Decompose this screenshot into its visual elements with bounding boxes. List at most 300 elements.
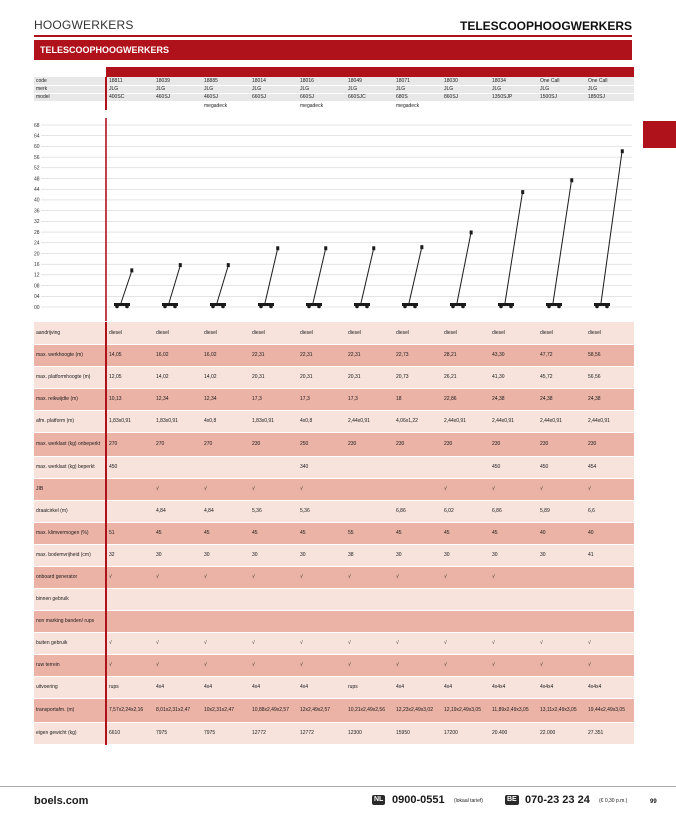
lift-wheel <box>403 305 407 309</box>
spec-value: rups <box>346 676 394 698</box>
spec-value: √ <box>202 654 250 676</box>
spec-label: max. werklast (kg) onbeperkt <box>34 432 106 456</box>
spec-value: √ <box>250 632 298 654</box>
y-tick-label: 16 <box>34 261 40 268</box>
spec-value: √ <box>346 566 394 588</box>
spec-value <box>154 456 202 478</box>
spec-value: 22,31 <box>346 344 394 366</box>
spec-value: 45 <box>202 522 250 544</box>
lift-platform <box>621 149 624 153</box>
spec-value <box>154 588 202 610</box>
spec-value <box>490 588 538 610</box>
machine-variant <box>442 101 490 110</box>
y-tick-label: 56 <box>34 154 40 161</box>
spec-value: 14,05 <box>106 344 154 366</box>
spec-value: 30 <box>298 544 346 566</box>
spec-value: √ <box>586 632 634 654</box>
spec-value: 2,44x0,91 <box>586 410 634 432</box>
spec-value: 30 <box>202 544 250 566</box>
spec-value: 47,72 <box>538 344 586 366</box>
machine-merk: JLG <box>106 85 154 93</box>
spec-row <box>34 676 634 698</box>
spec-value: 55 <box>346 522 394 544</box>
lift-platform <box>130 268 133 272</box>
lift-boom <box>313 250 325 303</box>
spec-value: 13,11x2,49x3,05 <box>538 698 586 722</box>
spec-value: 41,30 <box>490 366 538 388</box>
model-label: model <box>34 93 106 101</box>
spec-value: 18 <box>394 388 442 410</box>
spec-value: diesel <box>586 322 634 344</box>
spec-label: max. bodemvrijheid (cm) <box>34 544 106 566</box>
nl-phone[interactable]: 0900-0551 <box>392 794 445 806</box>
lift-platform <box>276 246 279 250</box>
spec-value: 43,30 <box>490 344 538 366</box>
machine-code: 18071 <box>394 77 442 85</box>
spec-value <box>586 588 634 610</box>
spec-value: 45 <box>154 522 202 544</box>
machine-header-table <box>34 67 634 110</box>
spec-label: max. werkhoogte (m) <box>34 344 106 366</box>
lift-platform <box>227 263 230 267</box>
spec-label: JIB <box>34 478 106 500</box>
spec-value <box>250 588 298 610</box>
lift-wheel <box>211 305 215 309</box>
spec-value: √ <box>298 632 346 654</box>
spec-value: 20,31 <box>298 366 346 388</box>
spec-value: diesel <box>202 322 250 344</box>
spec-row <box>34 544 634 566</box>
lift-platform <box>372 246 375 250</box>
spec-value: 4x4 <box>202 676 250 698</box>
spec-label: binnen gebruik <box>34 588 106 610</box>
category-title: TELESCOOPHOOGWERKERS <box>459 19 632 33</box>
spec-value: √ <box>490 654 538 676</box>
be-badge: BE <box>507 796 517 803</box>
spec-value <box>538 610 586 632</box>
table-top-cell <box>538 67 586 77</box>
spec-value <box>202 456 250 478</box>
spec-value: 6,86 <box>490 500 538 522</box>
machine-variant <box>250 101 298 110</box>
spec-value: 38 <box>346 544 394 566</box>
variant-label-spacer <box>34 101 106 110</box>
spec-value: 2,44x0,91 <box>538 410 586 432</box>
y-tick-label: 32 <box>34 219 40 226</box>
spec-row <box>34 478 634 500</box>
spec-row <box>34 344 634 366</box>
spec-value: √ <box>202 478 250 500</box>
spec-value: 6,6 <box>586 500 634 522</box>
spec-value: 250 <box>298 432 346 456</box>
footer-rule <box>0 786 676 787</box>
spec-value <box>586 610 634 632</box>
spec-value: √ <box>586 478 634 500</box>
lift-platform <box>470 230 473 234</box>
machine-code: One Call <box>538 77 586 85</box>
spec-value: 45 <box>394 522 442 544</box>
spec-value: 230 <box>538 432 586 456</box>
table-top-cell <box>250 67 298 77</box>
spec-value: 270 <box>154 432 202 456</box>
table-top-cell <box>202 67 250 77</box>
spec-label: transportafm. (m) <box>34 698 106 722</box>
spec-value: 16,02 <box>202 344 250 366</box>
machine-code: 18811 <box>106 77 154 85</box>
spec-value: √ <box>298 566 346 588</box>
y-tick-label: 36 <box>34 208 40 215</box>
spec-value: √ <box>538 654 586 676</box>
lift-wheel <box>355 305 359 309</box>
y-tick-label: 64 <box>34 133 40 140</box>
spec-value: √ <box>490 478 538 500</box>
spec-value: 4,84 <box>154 500 202 522</box>
y-tick-label: 28 <box>34 229 40 236</box>
spec-value <box>394 478 442 500</box>
lift-silhouette <box>306 246 327 308</box>
spec-value: 2,44x0,91 <box>346 410 394 432</box>
spec-label: max. klimvermogen (%) <box>34 522 106 544</box>
machine-code: One Call <box>586 77 634 85</box>
machine-variant <box>346 101 394 110</box>
spec-value: 270 <box>106 432 154 456</box>
lift-wheel <box>499 305 503 309</box>
spec-value: 17,3 <box>250 388 298 410</box>
lift-silhouette <box>450 230 473 308</box>
spec-row <box>34 588 634 610</box>
machine-merk: JLG <box>538 85 586 93</box>
spec-label: afm. platform (m) <box>34 410 106 432</box>
spec-row <box>34 610 634 632</box>
spec-value: 7,57x2,24x2,16 <box>106 698 154 722</box>
spec-label: uitvoering <box>34 676 106 698</box>
spec-value <box>442 456 490 478</box>
spec-value: 12,05 <box>106 366 154 388</box>
spec-label: max. werklast (kg) beperkt <box>34 456 106 478</box>
be-phone[interactable]: 070-23 23 24 <box>525 794 590 806</box>
code-label: code <box>34 77 106 85</box>
spec-value: diesel <box>298 322 346 344</box>
machine-code: 18049 <box>346 77 394 85</box>
spec-value: 30 <box>250 544 298 566</box>
spec-label: ruw terrein <box>34 654 106 676</box>
spec-value <box>586 566 634 588</box>
machine-model: 1850SJ <box>586 93 634 101</box>
spec-value: 40 <box>586 522 634 544</box>
spec-value: 22.000 <box>538 722 586 744</box>
model-row <box>34 93 634 101</box>
spec-value <box>202 588 250 610</box>
spec-value: 230 <box>394 432 442 456</box>
spec-row <box>34 432 634 456</box>
y-tick-label: 04 <box>34 294 40 301</box>
spec-value: 14,02 <box>202 366 250 388</box>
table-top-cell <box>442 67 490 77</box>
y-tick-label: 00 <box>34 304 40 311</box>
spec-value: 12,34 <box>154 388 202 410</box>
spec-row <box>34 566 634 588</box>
spec-value: 7975 <box>202 722 250 744</box>
spec-value: 5,36 <box>298 500 346 522</box>
spec-value: √ <box>154 632 202 654</box>
spec-row <box>34 456 634 478</box>
spec-value: 6,02 <box>442 500 490 522</box>
lift-wheel <box>595 305 599 309</box>
machine-variant <box>106 101 154 110</box>
spec-value: 28,21 <box>442 344 490 366</box>
variant-row <box>34 101 634 110</box>
spec-value: 16,02 <box>154 344 202 366</box>
spec-value: 17,3 <box>298 388 346 410</box>
spec-value: √ <box>154 654 202 676</box>
spec-value: 4x4 <box>394 676 442 698</box>
machine-model: 660SJ <box>250 93 298 101</box>
spec-value: 45 <box>298 522 346 544</box>
spec-value: 30 <box>538 544 586 566</box>
y-tick-label: 44 <box>34 187 40 194</box>
spec-value: 4,84 <box>202 500 250 522</box>
spec-value: 4x4 <box>250 676 298 698</box>
y-tick-label: 48 <box>34 176 40 183</box>
spec-value: √ <box>586 654 634 676</box>
section-title: HOOGWERKERS <box>34 18 134 32</box>
lift-wheel <box>115 305 119 309</box>
spec-value: 17200 <box>442 722 490 744</box>
spec-value: 12,34 <box>202 388 250 410</box>
spec-value: √ <box>394 632 442 654</box>
spec-value: 22,73 <box>394 344 442 366</box>
spec-value: 22,86 <box>442 388 490 410</box>
y-tick-label: 24 <box>34 240 40 247</box>
spec-value: 4x4 <box>442 676 490 698</box>
spec-value <box>538 566 586 588</box>
nl-badge: NL <box>374 796 384 803</box>
y-tick-label: 20 <box>34 251 40 258</box>
machine-variant <box>154 101 202 110</box>
lift-silhouette <box>594 149 624 308</box>
spec-value: √ <box>202 632 250 654</box>
lift-silhouette <box>498 190 524 308</box>
machine-variant: megadeck <box>202 101 250 110</box>
spec-value: diesel <box>394 322 442 344</box>
spec-value: √ <box>106 632 154 654</box>
spec-value: 15950 <box>394 722 442 744</box>
spec-value <box>106 610 154 632</box>
table-top-bar <box>34 67 634 77</box>
spec-value: diesel <box>490 322 538 344</box>
spec-value: 20.400 <box>490 722 538 744</box>
spec-value <box>298 588 346 610</box>
page-number: 99 <box>650 799 657 805</box>
spec-value <box>202 610 250 632</box>
spec-value: 1,83x0,91 <box>106 410 154 432</box>
spec-value <box>442 588 490 610</box>
spec-value: 41 <box>586 544 634 566</box>
spec-value: √ <box>442 478 490 500</box>
spec-row <box>34 500 634 522</box>
machine-merk: JLG <box>586 85 634 93</box>
spec-value: √ <box>394 654 442 676</box>
y-tick-label: 68 <box>34 122 40 129</box>
lift-platform <box>521 190 524 194</box>
machine-code: 18034 <box>490 77 538 85</box>
spec-value <box>106 500 154 522</box>
spec-value: 450 <box>106 456 154 478</box>
spec-row <box>34 722 634 744</box>
machine-merk: JLG <box>490 85 538 93</box>
spec-value: 8,01x2,31x2,47 <box>154 698 202 722</box>
lift-wheel <box>317 305 321 309</box>
table-top-cell <box>346 67 394 77</box>
spec-value: 12,23x2,49x3,02 <box>394 698 442 722</box>
machine-merk: JLG <box>346 85 394 93</box>
spec-label: non marking banden/ rups <box>34 610 106 632</box>
machine-merk: JLG <box>442 85 490 93</box>
y-tick-label: 52 <box>34 165 40 172</box>
spec-value: 12300 <box>346 722 394 744</box>
spec-value: 454 <box>586 456 634 478</box>
lift-platform <box>570 178 573 182</box>
lift-wheel <box>163 305 167 309</box>
lift-wheel <box>173 305 177 309</box>
machine-merk: JLG <box>298 85 346 93</box>
spec-value <box>250 610 298 632</box>
lift-silhouette <box>354 246 375 308</box>
spec-value: 10,88x2,49x2,57 <box>250 698 298 722</box>
spec-value: 20,31 <box>346 366 394 388</box>
lift-wheel <box>269 305 273 309</box>
table-top-cell <box>154 67 202 77</box>
spec-value <box>106 478 154 500</box>
table-top-spacer <box>34 67 106 77</box>
spec-row <box>34 366 634 388</box>
nl-rate-note: (lokaal tarief) <box>454 798 483 804</box>
spec-value: √ <box>250 478 298 500</box>
spec-value: √ <box>490 566 538 588</box>
spec-value: 4,06x1,22 <box>394 410 442 432</box>
lift-wheel <box>365 305 369 309</box>
lift-boom <box>217 267 228 303</box>
spec-value: diesel <box>346 322 394 344</box>
category-banner: TELESCOOPHOOGWERKERS <box>34 40 632 60</box>
spec-value: 230 <box>250 432 298 456</box>
table-top-cell <box>586 67 634 77</box>
spec-value: 340 <box>298 456 346 478</box>
machine-variant <box>586 101 634 110</box>
spec-value: √ <box>298 654 346 676</box>
lift-platform <box>179 263 182 267</box>
spec-value: 4x4x4 <box>586 676 634 698</box>
lift-wheel <box>221 305 225 309</box>
spec-value: 30 <box>490 544 538 566</box>
spec-value: diesel <box>538 322 586 344</box>
spec-value: 6,86 <box>394 500 442 522</box>
machine-code: 18885 <box>202 77 250 85</box>
machine-variant <box>538 101 586 110</box>
spec-value: 10,13 <box>106 388 154 410</box>
spec-value: 6610 <box>106 722 154 744</box>
lift-boom <box>409 249 421 303</box>
spec-value: 22,31 <box>250 344 298 366</box>
spec-value: 4x4x4 <box>490 676 538 698</box>
spec-row <box>34 654 634 676</box>
lift-boom <box>361 250 373 303</box>
spec-value: 45 <box>250 522 298 544</box>
lift-silhouette <box>114 268 133 308</box>
spec-value <box>394 610 442 632</box>
spec-value: 17,3 <box>346 388 394 410</box>
spec-row <box>34 410 634 432</box>
spec-value: √ <box>154 478 202 500</box>
machine-model: 460SJ <box>202 93 250 101</box>
machine-variant <box>490 101 538 110</box>
machine-code: 18039 <box>154 77 202 85</box>
y-tick-label: 40 <box>34 197 40 204</box>
spec-value: 12772 <box>250 722 298 744</box>
machine-merk: JLG <box>394 85 442 93</box>
spec-value: 40 <box>538 522 586 544</box>
machine-merk: JLG <box>250 85 298 93</box>
lift-wheel <box>259 305 263 309</box>
lift-wheel <box>605 305 609 309</box>
spec-value: 24,38 <box>586 388 634 410</box>
spec-value: √ <box>250 566 298 588</box>
spec-value: 2,44x0,91 <box>442 410 490 432</box>
machine-merk: JLG <box>202 85 250 93</box>
spec-value: 450 <box>538 456 586 478</box>
spec-value: 10,21x2,49x2,56 <box>346 698 394 722</box>
be-rate-note: (€ 0,30 p.m.) <box>599 798 628 804</box>
spec-value: 1,83x0,91 <box>154 410 202 432</box>
lift-platform <box>324 246 327 250</box>
spec-value: 30 <box>154 544 202 566</box>
lift-wheel <box>557 305 561 309</box>
spec-value: √ <box>490 632 538 654</box>
lift-wheel <box>509 305 513 309</box>
spec-value: 22,31 <box>298 344 346 366</box>
machine-model: 660SJC <box>346 93 394 101</box>
machine-model: 860SJ <box>442 93 490 101</box>
spec-value: √ <box>538 478 586 500</box>
spec-value: 5,36 <box>250 500 298 522</box>
spec-value: 20,73 <box>394 366 442 388</box>
spec-value: 230 <box>490 432 538 456</box>
spec-value: 1,83x0,91 <box>250 410 298 432</box>
spec-label: eigen gewicht (kg) <box>34 722 106 744</box>
machine-model: 1500SJ <box>538 93 586 101</box>
spec-value: 12,19x2,49x3,05 <box>442 698 490 722</box>
lift-boom <box>601 153 622 303</box>
table-top-cell <box>490 67 538 77</box>
machine-merk: JLG <box>154 85 202 93</box>
spec-value: 24,38 <box>490 388 538 410</box>
spec-value: 7975 <box>154 722 202 744</box>
spec-value <box>538 588 586 610</box>
spec-value: 4x4 <box>154 676 202 698</box>
spec-value: 12x2,49x2,57 <box>298 698 346 722</box>
spec-value: 19,44x2,49x3,05 <box>586 698 634 722</box>
merk-label: merk <box>34 85 106 93</box>
spec-label: buiten gebruik <box>34 632 106 654</box>
spec-value: diesel <box>250 322 298 344</box>
spec-value: √ <box>442 632 490 654</box>
spec-value: √ <box>538 632 586 654</box>
lift-boom <box>169 267 180 303</box>
spec-value: 5,89 <box>538 500 586 522</box>
spec-value: 10x2,31x2,47 <box>202 698 250 722</box>
lift-silhouette <box>402 245 423 308</box>
website-link[interactable]: boels.com <box>34 795 89 807</box>
